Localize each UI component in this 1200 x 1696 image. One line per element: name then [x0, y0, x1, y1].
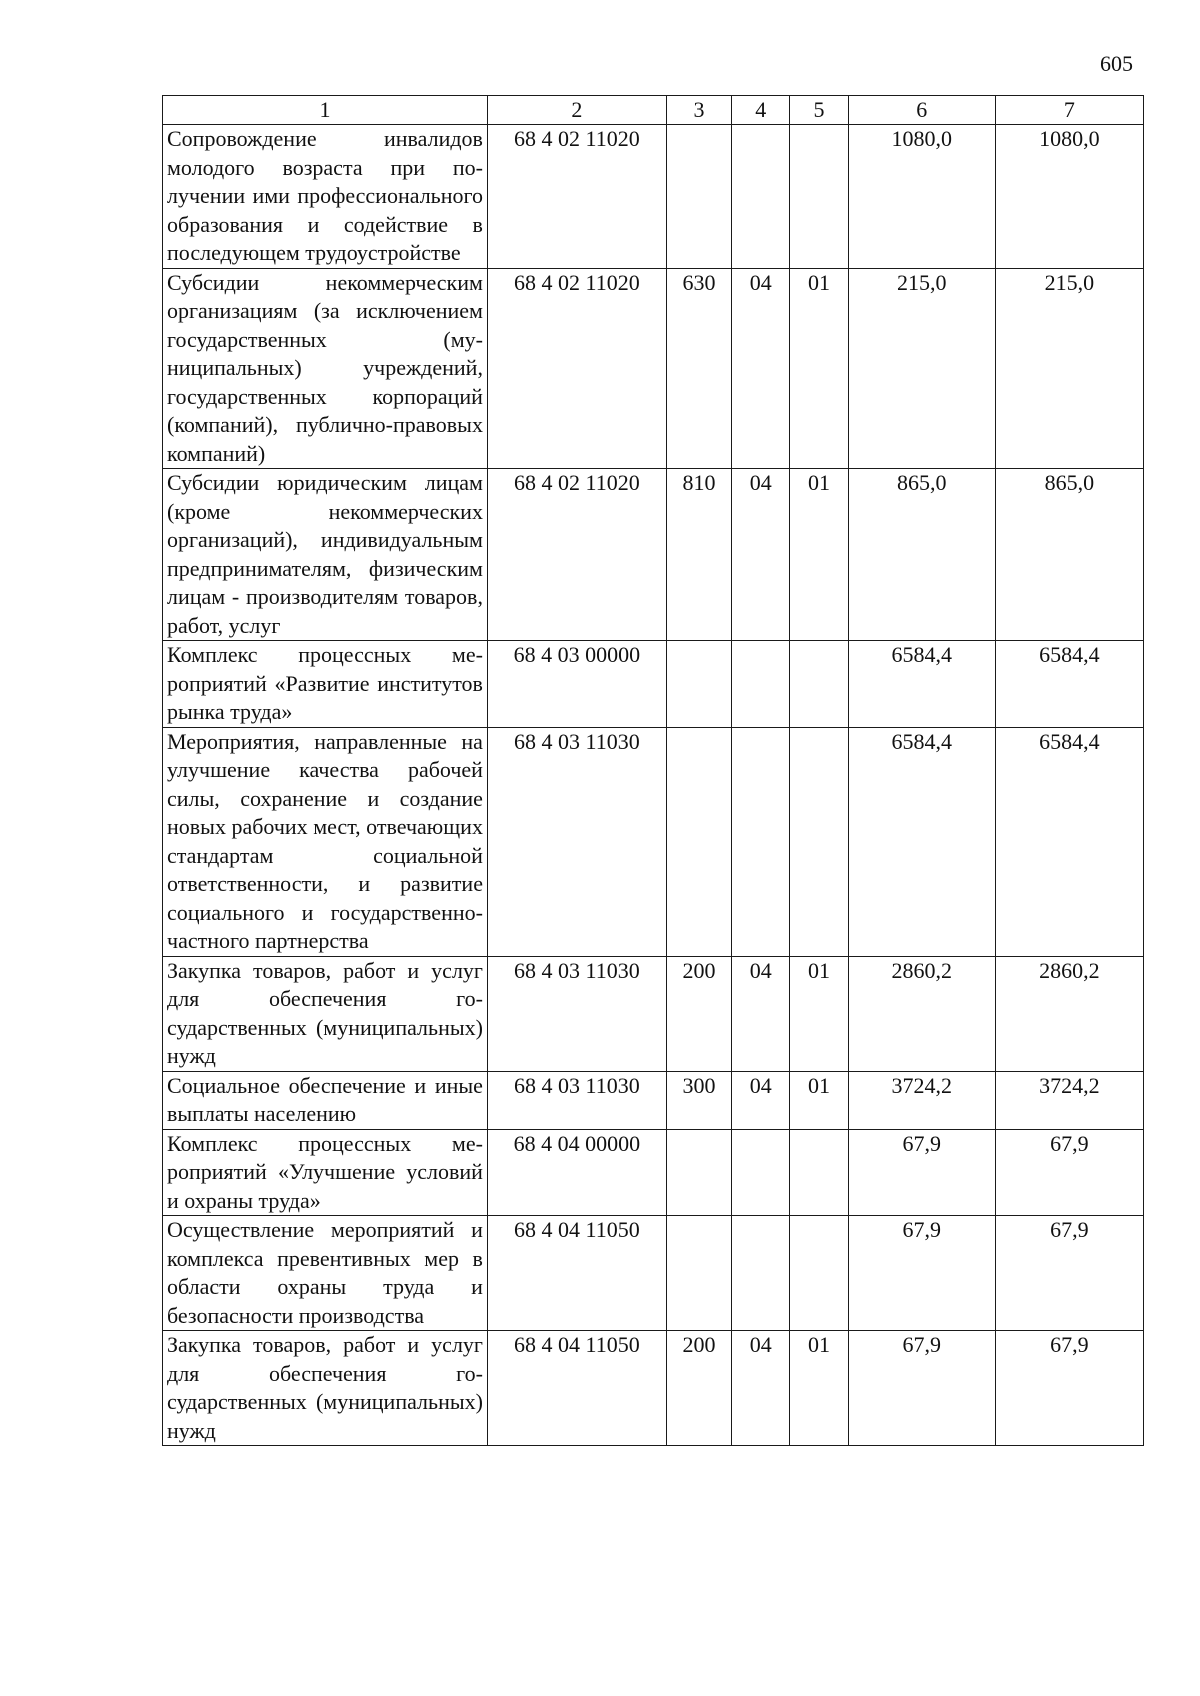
header-cell-7: 7 — [995, 96, 1143, 125]
header-cell-1: 1 — [163, 96, 488, 125]
table-row — [163, 641, 1144, 728]
row-code: 68 4 02 11020 — [487, 469, 666, 641]
row-col-4 — [732, 1216, 790, 1331]
row-code: 68 4 03 11030 — [487, 956, 666, 1071]
table-row — [163, 1129, 1144, 1216]
row-col-5: 01 — [790, 268, 848, 469]
row-col-7: 67,9 — [995, 1216, 1143, 1331]
table-row — [163, 1071, 1144, 1129]
row-code: 68 4 04 11050 — [487, 1331, 666, 1446]
row-code: 68 4 03 11030 — [487, 727, 666, 956]
row-col-3 — [666, 125, 731, 269]
header-cell-3: 3 — [666, 96, 731, 125]
row-col-4: 04 — [732, 469, 790, 641]
row-col-7: 2860,2 — [995, 956, 1143, 1071]
row-col-7: 865,0 — [995, 469, 1143, 641]
row-col-5: 01 — [790, 956, 848, 1071]
row-col-5 — [790, 1129, 848, 1216]
row-col-6: 6584,4 — [848, 641, 995, 728]
row-col-6: 6584,4 — [848, 727, 995, 956]
row-description: Осуществление мероприятий и комплекса превентивных мер в области охраны труда и безопасности производства — [163, 1216, 488, 1331]
row-col-3: 300 — [666, 1071, 731, 1129]
row-description: Комплекс процессных мероприятий «Развитие институтов рынка труда» — [163, 641, 488, 728]
page-number: 605 — [1100, 51, 1133, 76]
row-col-7: 6584,4 — [995, 641, 1143, 728]
row-col-6: 67,9 — [848, 1129, 995, 1216]
table-row — [163, 1331, 1144, 1446]
row-code: 68 4 02 11020 — [487, 125, 666, 269]
row-col-5: 01 — [790, 1331, 848, 1446]
table-row — [163, 1216, 1144, 1331]
row-col-3 — [666, 727, 731, 956]
budget-table — [162, 95, 1144, 1446]
row-col-6: 2860,2 — [848, 956, 995, 1071]
row-col-4 — [732, 125, 790, 269]
row-col-4: 04 — [732, 268, 790, 469]
row-description: Мероприятия, направленные на улучшение качества рабочей силы, сохранение и создание новых рабочих мест, отвечающих стандартам социальной ответственности, и развитие социального и государственно-частного партнерства — [163, 727, 488, 956]
header-cell-5: 5 — [790, 96, 848, 125]
table-row — [163, 956, 1144, 1071]
row-col-3: 630 — [666, 268, 731, 469]
row-col-7: 1080,0 — [995, 125, 1143, 269]
row-col-3: 810 — [666, 469, 731, 641]
row-description: Закупка товаров, работ и услуг для обеспечения государственных (муниципальных) нужд — [163, 956, 488, 1071]
header-cell-4: 4 — [732, 96, 790, 125]
row-col-5: 01 — [790, 469, 848, 641]
row-col-5 — [790, 727, 848, 956]
row-col-5 — [790, 1216, 848, 1331]
row-col-6: 67,9 — [848, 1331, 995, 1446]
row-code: 68 4 03 11030 — [487, 1071, 666, 1129]
table-row — [163, 727, 1144, 956]
row-col-3 — [666, 1129, 731, 1216]
row-description: Социальное обеспечение и иные выплаты населению — [163, 1071, 488, 1129]
row-code: 68 4 02 11020 — [487, 268, 666, 469]
header-cell-2: 2 — [487, 96, 666, 125]
row-col-3: 200 — [666, 1331, 731, 1446]
row-col-4 — [732, 1129, 790, 1216]
row-col-3: 200 — [666, 956, 731, 1071]
row-col-6: 215,0 — [848, 268, 995, 469]
row-description: Закупка товаров, работ и услуг для обеспечения государственных (муниципальных) нужд — [163, 1331, 488, 1446]
row-col-6: 67,9 — [848, 1216, 995, 1331]
row-col-4: 04 — [732, 1331, 790, 1446]
table-row — [163, 125, 1144, 269]
row-col-6: 3724,2 — [848, 1071, 995, 1129]
header-row — [163, 96, 1144, 125]
row-code: 68 4 03 00000 — [487, 641, 666, 728]
row-code: 68 4 04 11050 — [487, 1216, 666, 1331]
row-code: 68 4 04 00000 — [487, 1129, 666, 1216]
row-description: Сопровождение инвалидов молодого возраста при получении ими профессионального образования и содействие в последующем трудоустройстве — [163, 125, 488, 269]
row-col-4: 04 — [732, 1071, 790, 1129]
row-description: Комплекс процессных мероприятий «Улучшение условий и охраны труда» — [163, 1129, 488, 1216]
row-col-3 — [666, 1216, 731, 1331]
row-col-5: 01 — [790, 1071, 848, 1129]
row-col-4 — [732, 727, 790, 956]
row-col-4 — [732, 641, 790, 728]
row-description: Субсидии юридическим лицам (кроме некоммерческих организаций), индивидуальным предпринимателям, физическим лицам - производителям товаров, работ, услуг — [163, 469, 488, 641]
table-row — [163, 268, 1144, 469]
row-col-7: 67,9 — [995, 1331, 1143, 1446]
row-col-3 — [666, 641, 731, 728]
header-cell-6: 6 — [848, 96, 995, 125]
row-col-5 — [790, 125, 848, 269]
row-col-7: 3724,2 — [995, 1071, 1143, 1129]
row-description: Субсидии некоммерческим организациям (за исключением государственных (муниципальных) учреждений, государственных корпораций (компаний), публично-правовых компаний) — [163, 268, 488, 469]
row-col-4: 04 — [732, 956, 790, 1071]
row-col-6: 865,0 — [848, 469, 995, 641]
row-col-7: 6584,4 — [995, 727, 1143, 956]
row-col-7: 67,9 — [995, 1129, 1143, 1216]
row-col-6: 1080,0 — [848, 125, 995, 269]
row-col-7: 215,0 — [995, 268, 1143, 469]
row-col-5 — [790, 641, 848, 728]
table-row — [163, 469, 1144, 641]
